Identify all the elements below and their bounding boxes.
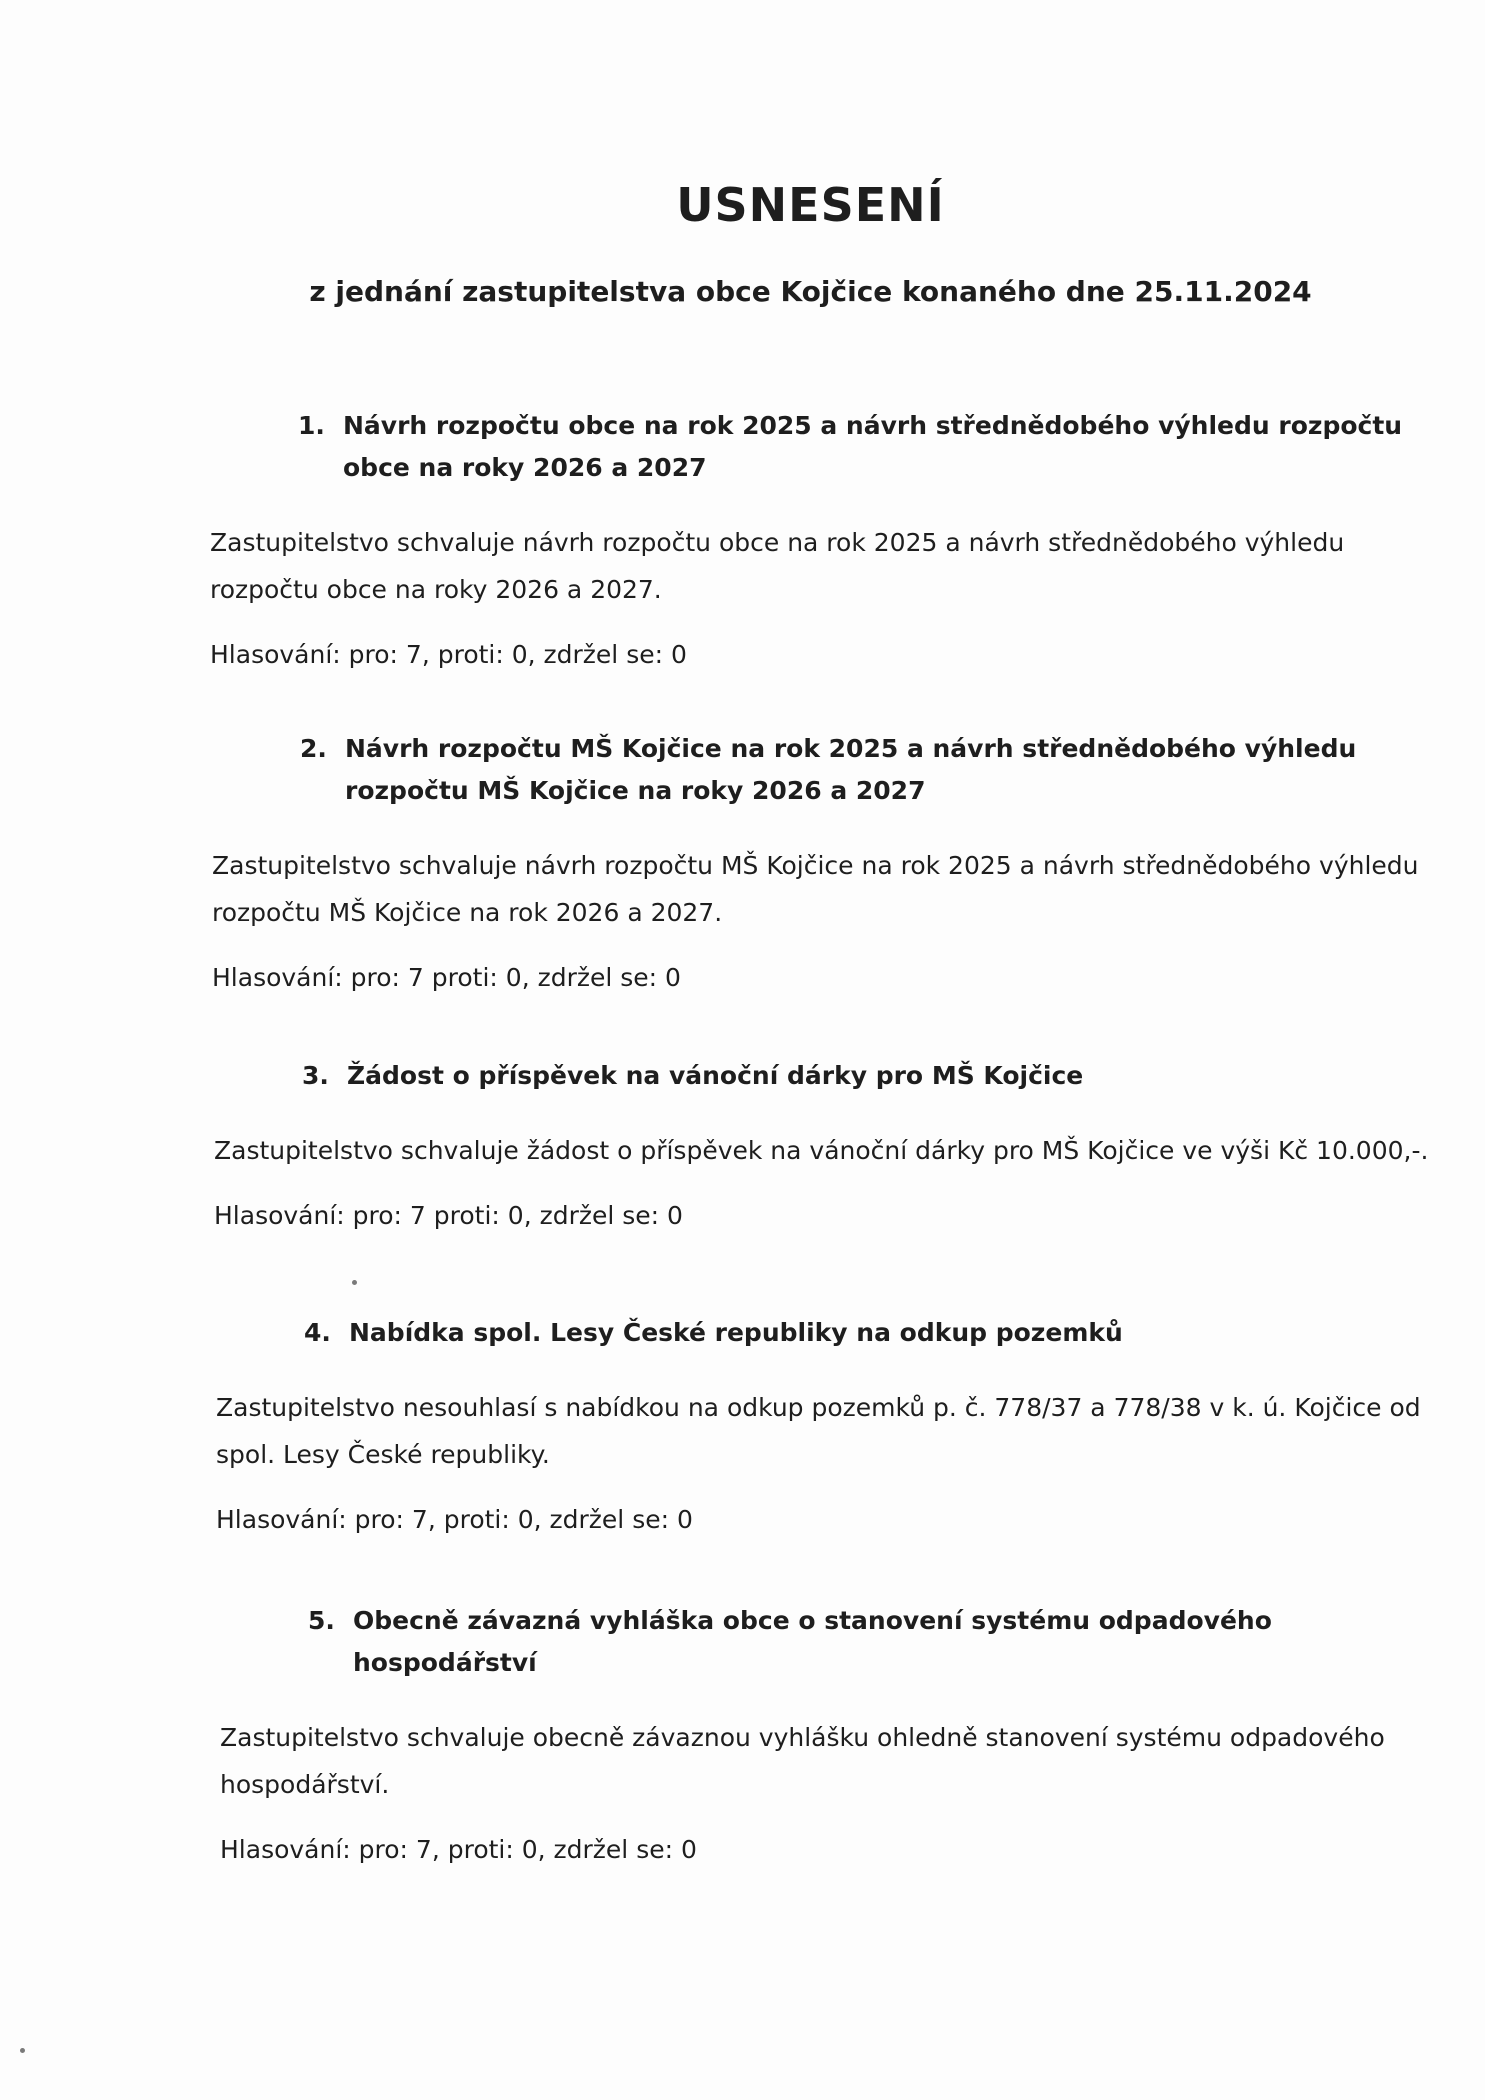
- resolution-body: Zastupitelstvo schvaluje žádost o příspěvek na vánoční dárky pro MŠ Kojčice ve výši Kč 10.000,-.: [214, 1136, 1429, 1165]
- resolution-item-3: [214, 1055, 1429, 1236]
- resolution-heading: [308, 1600, 1428, 1684]
- document-title: USNESENÍ: [676, 178, 945, 232]
- resolution-item-2: [212, 728, 1419, 998]
- resolution-number: 1.: [298, 411, 325, 440]
- document-subtitle: z jednání zastupitelstva obce Kojčice konaného dne 25.11.2024: [309, 275, 1312, 308]
- resolution-vote: Hlasování: pro: 7 proti: 0, zdržel se: 0: [212, 963, 681, 992]
- resolution-body: Zastupitelstvo schvaluje návrh rozpočtu obce na rok 2025 a návrh střednědobého výhledu rozpočtu obce na roky 2026 a 2027.: [210, 528, 1345, 604]
- resolution-body: Zastupitelstvo schvaluje návrh rozpočtu MŠ Kojčice na rok 2025 a návrh střednědobého výhledu rozpočtu MŠ Kojčice na rok 2026 a 2027.: [212, 851, 1419, 927]
- resolution-number: 2.: [300, 734, 327, 763]
- resolution-heading: [300, 728, 1420, 812]
- resolution-heading-text: Nabídka spol. Lesy České republiky na odkup pozemků: [349, 1318, 1123, 1347]
- resolution-body: Zastupitelstvo nesouhlasí s nabídkou na odkup pozemků p. č. 778/37 a 778/38 v k. ú. Kojčice od spol. Lesy České republiky.: [216, 1393, 1421, 1469]
- resolution-vote: Hlasování: pro: 7, proti: 0, zdržel se: 0: [216, 1505, 693, 1534]
- resolution-vote: Hlasování: pro: 7, proti: 0, zdržel se: 0: [220, 1835, 697, 1864]
- resolution-body: Zastupitelstvo schvaluje obecně závaznou vyhlášku ohledně stanovení systému odpadového hospodářství.: [220, 1723, 1385, 1799]
- resolution-heading-text: Návrh rozpočtu MŠ Kojčice na rok 2025 a návrh střednědobého výhledu rozpočtu MŠ Kojčice na roky 2026 a 2027: [345, 734, 1357, 805]
- resolution-number: 4.: [304, 1318, 331, 1347]
- resolution-vote: Hlasování: pro: 7, proti: 0, zdržel se: 0: [210, 640, 687, 669]
- scan-speck: [20, 2048, 25, 2053]
- resolution-heading: [298, 405, 1418, 489]
- resolution-heading-text: Obecně závazná vyhláška obce o stanovení systému odpadového hospodářství: [353, 1606, 1272, 1677]
- resolution-item-1: [210, 405, 1410, 675]
- resolution-heading-text: Návrh rozpočtu obce na rok 2025 a návrh střednědobého výhledu rozpočtu obce na roky 2026 a 2027: [343, 411, 1403, 482]
- resolution-number: 5.: [308, 1606, 335, 1635]
- resolution-number: 3.: [302, 1061, 329, 1090]
- resolution-item-5: [220, 1600, 1420, 1870]
- scan-speck: [352, 1280, 357, 1285]
- resolution-heading: [304, 1312, 1424, 1354]
- resolution-vote: Hlasování: pro: 7 proti: 0, zdržel se: 0: [214, 1201, 683, 1230]
- resolution-heading-text: Žádost o příspěvek na vánoční dárky pro MŠ Kojčice: [347, 1061, 1084, 1090]
- resolution-item-4: [216, 1312, 1421, 1540]
- resolution-heading: [302, 1055, 1422, 1097]
